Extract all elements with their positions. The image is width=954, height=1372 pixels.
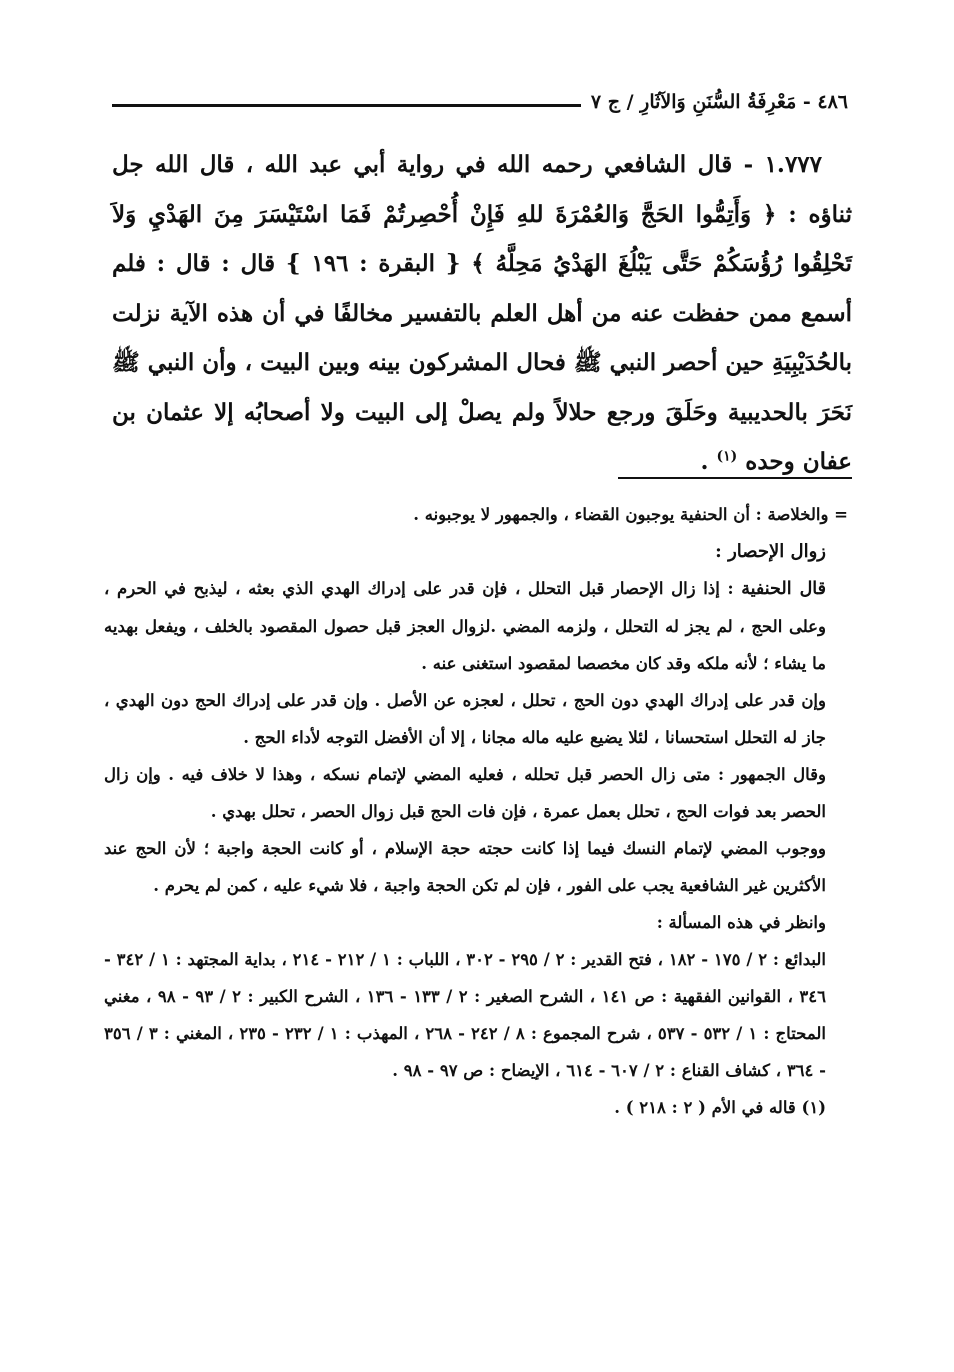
note-continuation: = والخلاصة : أن الحنفية يوجبون القضاء ، والجمهور لا يوجبونه . xyxy=(413,505,848,524)
hadith-end: . xyxy=(700,448,709,475)
note-references: البدائع : ٢ / ١٧٥ - ١٨٢ ، فتح القدير : ٢ / ٢٩٥ - ٣٠٢ ، اللباب : ١ / ٢١٢ - ٢١٤ ، بداية المجتهد : ١ / ٣٤٢ - ٣٤٦ ، القوانين الفقهية : ص ١٤١ ، الشرح الصغير : ٢ / ١٣٣ - ١٣٦ ، الشرح الكبير : ٢ / ٩٣ - ٩٨ ، مغني المحتاج : ١ / ٥٣٢ - ٥٣٧ ، شرح المجموع : ٨ / ٢٤٢ - ٢٦٨ ، المهذب : ١ / ٢٣٢ - ٢٣٥ ، المغني : ٣ / ٣٥٦ - ٣٦٤ ، كشاف القناع : ٢ / ٦٠٧ - ٦١٤ ، الإيضاح : ص ٩٧ - ٩٨ . xyxy=(104,950,827,1080)
main-text xyxy=(112,140,852,487)
note-label: قال الحنفية xyxy=(741,579,826,599)
note-paragraph-jumhur: وقال الجمهور : متى زال الحصر قبل تحلله ، فعليه المضي لإتمام نسكه ، وهذا لا خلاف فيه . وإن زال الحصر بعد فوات الحج ، تحلل بعمل عمرة ، فإن فات الحج قبل زوال الحصر ، تحلل بهدي . xyxy=(104,765,826,821)
note-text: : إذا زال الإحصار قبل التحلل ، فإن قدر على إدراك الهدي الذي بعثه ، ليذبح في الحرم ، وعلى الحج ، لم يجز له التحلل ، ولزمه المضي .لزوال العجز قبل حصول المقصود بالخلف ، ويفعل بهديه ما يشاء ؛ لأنه ملكه وقد كان مخصصا لمقصود استغنى عنه . xyxy=(104,579,826,673)
hadith-text: ١.٧٧٧ - قال الشافعي رحمه الله في رواية أبي عبد الله ، قال الله جل ثناؤه : ﴿ وَأَتِمُّوا الحَجَّ وَالعُمْرَةَ للهِ فَإِنْ أُحْصِرتُمْ فَمَا اسْتَيْسَرَ مِنَ الهَدْيِ وَلاَ تَحْلِقُوا رُؤُسَكُمْ حَتَّى يَبْلُغَ الهَدْيُ مَحِلَّهُ ﴾ { البقرة : ١٩٦ } قال : قال : فلم أسمع ممن حفظت عنه من أهل العلم بالتفسير مخالفًا في أن هذه الآية نزلت بالحُدَيْبِيَةِ حين أحصر النبي ﷺ فحال المشركون بينه وبين البيت ، وأن النبي ﷺ نَحَرَ بالحديبية وحَلَقَ ورجع حلالاً ولم يصلْ إلى البيت ولا أصحابُه إلا عثمان بن عفان وحده xyxy=(112,151,852,475)
footnote-separator xyxy=(618,477,852,479)
footnote-1: (١) قاله في الأم ( ٢ : ٢١٨ ) . xyxy=(614,1098,826,1117)
note-paragraph-hanafi xyxy=(104,570,848,682)
note-heading: زوال الإحصار : xyxy=(715,541,826,562)
note-see-also: وانظر في هذه المسألة : xyxy=(656,913,826,932)
hadith-paragraph xyxy=(112,140,852,487)
header-rule xyxy=(112,104,581,107)
note-paragraph: ووجوب المضي لإتمام النسك فيما إذا كانت حجته حجة الإسلام ، أو كانت الحجة واجبة ؛ لأن الحج عند الأكثرين غير الشافعية يجب على الفور ، فإن لم تكن الحجة واجبة ، فلا شيء عليه ، كمن لم يحرم . xyxy=(104,839,826,895)
running-header xyxy=(112,82,848,122)
header-title: ٤٨٦ - مَعْرِفَةُ السُّنَنِ وَالآثَارِ / ج ٧ xyxy=(590,91,848,113)
footnote-reference[interactable]: (١) xyxy=(716,448,738,465)
note-paragraph: وإن قدر على إدراك الهدي دون الحج ، تحلل ، لعجزه عن الأصل . وإن قدر على إدراك الحج دون الهدي ، جاز له التحلل استحسانا ، لئلا يضيع عليه ماله مجانا ، إلا أن الأفضل التوجه لأداء الحج . xyxy=(104,691,826,747)
footnotes xyxy=(104,496,848,1126)
